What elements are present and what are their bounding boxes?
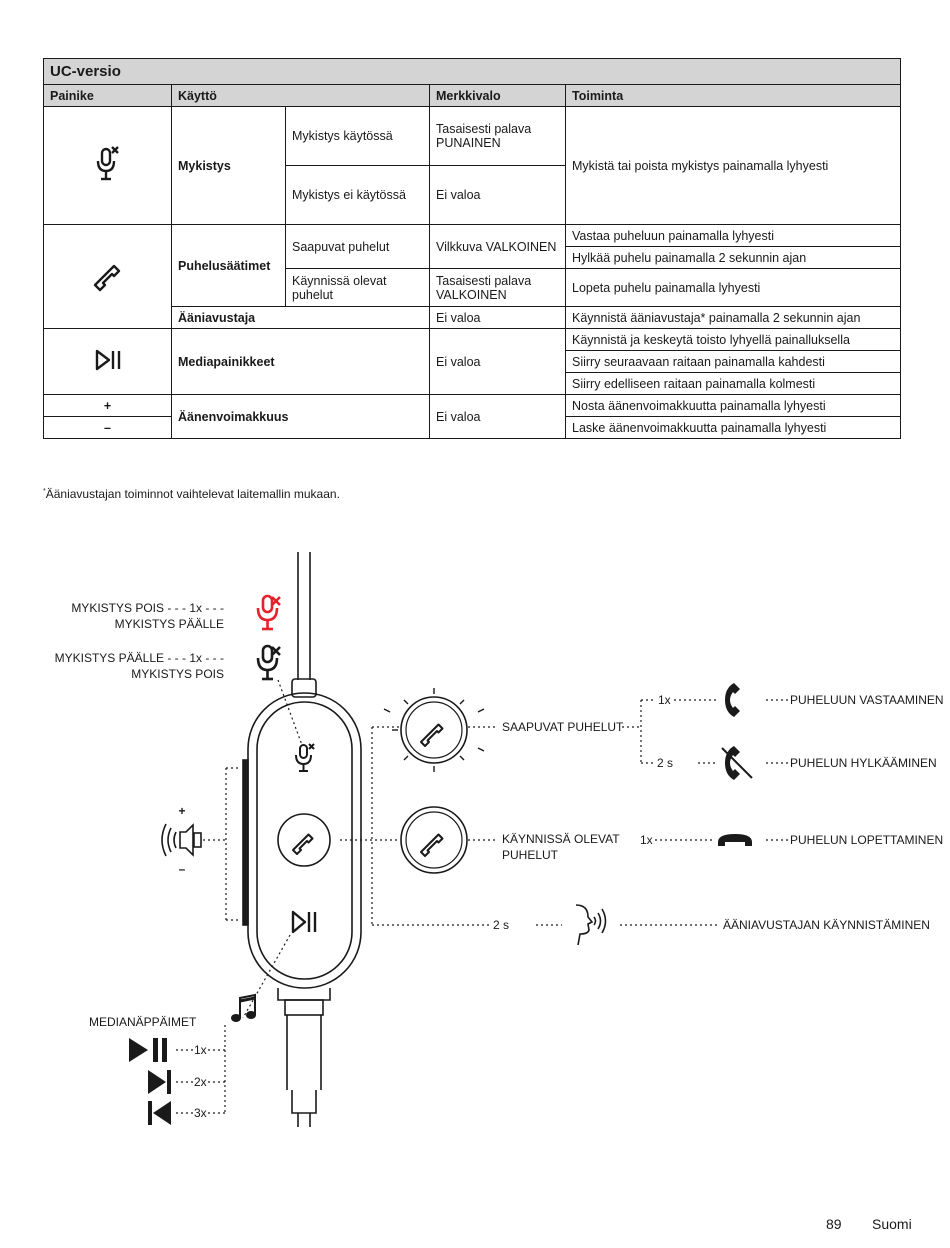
mute-mic-icon — [95, 146, 121, 182]
assistant-label: ÄÄNIAVUSTAJAN KÄYNNISTÄMINEN — [723, 918, 930, 932]
mute-off-label-1: MYKISTYS POIS - - - 1x - - - — [71, 601, 224, 615]
media-icon-cell — [44, 329, 172, 395]
header-button: Painike — [44, 85, 172, 107]
ongoing-label-2: PUHELUT — [502, 848, 559, 862]
call-answer-action: Vastaa puheluun painamalla lyhyesti — [566, 225, 901, 247]
volume-plus: + — [44, 395, 172, 417]
previous-track-icon — [148, 1101, 171, 1125]
volume-name: Äänenvoimakkuus — [172, 395, 430, 439]
header-usage: Käyttö — [172, 85, 430, 107]
voice-assistant-icon — [576, 905, 606, 945]
end-call-icon — [718, 834, 752, 846]
end-label: PUHELUN LOPETTAMINEN — [790, 833, 944, 847]
mute-black-icon — [258, 646, 280, 679]
mute-icon-cell — [44, 107, 172, 225]
table-title: UC-versio — [44, 59, 901, 85]
incoming-label: SAAPUVAT PUHELUT — [502, 720, 624, 734]
footnote — [43, 487, 340, 501]
reject-2s-label: 2 s — [657, 756, 674, 770]
answer-phone-icon — [725, 683, 740, 717]
media-light: Ei valoa — [430, 329, 566, 395]
controller-call-button — [278, 814, 330, 866]
mute-on-light: Tasaisesti palava PUNAINEN — [430, 107, 566, 166]
media-name: Mediapainikkeet — [172, 329, 430, 395]
mute-off-light: Ei valoa — [430, 166, 566, 225]
controller-play-pause-icon — [293, 912, 315, 932]
mute-off-state: Mykistys ei käytössä — [286, 166, 430, 225]
page-language: Suomi — [872, 1216, 912, 1232]
call-icon-cell — [44, 225, 172, 329]
controller-diagram — [0, 540, 950, 1140]
volume-minus: – — [44, 417, 172, 439]
ongoing-label-1: KÄYNNISSÄ OLEVAT — [502, 832, 620, 846]
mute-on-label-2: MYKISTYS POIS — [131, 667, 224, 681]
mute-off-label-2: MYKISTYS PÄÄLLE — [114, 617, 224, 631]
mute-on-label-1: MYKISTYS PÄÄLLE - - - 1x - - - — [54, 651, 224, 665]
phone-icon — [88, 255, 128, 295]
mute-name: Mykistys — [172, 107, 286, 225]
reject-label: PUHELUN HYLKÄÄMINEN — [790, 756, 937, 770]
play-pause-key-icon — [129, 1038, 167, 1062]
next-2x-label: 2x — [194, 1075, 207, 1089]
call-end-action: Lopeta puhelu painamalla lyhyesti — [566, 269, 901, 307]
mute-red-icon — [258, 596, 280, 629]
end-1x-label: 1x — [640, 833, 653, 847]
volume-plus-label: + — [178, 804, 186, 818]
media-next-action: Siirry seuraavaan raitaan painamalla kahdesti — [566, 351, 901, 373]
volume-up-action: Nosta äänenvoimakkuutta painamalla lyhyesti — [566, 395, 901, 417]
cable-top — [292, 552, 316, 697]
call-incoming: Saapuvat puhelut — [286, 225, 430, 269]
call-reject-action: Hylkää puhelu painamalla 2 sekunnin ajan — [566, 247, 901, 269]
header-action: Toiminta — [566, 85, 901, 107]
play-1x-label: 1x — [194, 1043, 207, 1057]
answer-1x-label: 1x — [658, 693, 671, 707]
header-indicator: Merkkivalo — [430, 85, 566, 107]
call-ongoing: Käynnissä olevat puhelut — [286, 269, 430, 307]
media-play-action: Käynnistä ja keskeytä toisto lyhyellä painalluksella — [566, 329, 901, 351]
mute-on-state: Mykistys käytössä — [286, 107, 430, 166]
volume-speaker-icon — [162, 824, 201, 856]
prev-3x-label: 3x — [194, 1106, 207, 1120]
next-track-icon — [148, 1070, 171, 1094]
reject-phone-icon — [722, 746, 752, 780]
uc-version-table — [43, 58, 901, 439]
assistant-action: Käynnistä ääniavustaja* painamalla 2 sekunnin ajan — [566, 307, 901, 329]
volume-minus-label: – — [178, 862, 186, 876]
media-keys-label: MEDIANÄPPÄIMET — [89, 1015, 197, 1029]
controller-mute-icon — [296, 744, 314, 771]
mute-action: Mykistä tai poista mykistys painamalla lyhyesti — [566, 107, 901, 225]
page-number: 89 — [826, 1216, 842, 1232]
assistant-2s-label: 2 s — [493, 918, 510, 932]
volume-down-action: Laske äänenvoimakkuutta painamalla lyhyesti — [566, 417, 901, 439]
assistant-light: Ei valoa — [430, 307, 566, 329]
footnote-text: Ääniavustajan toiminnot vaihtelevat laitemallin mukaan. — [45, 487, 340, 501]
call-ongoing-light: Tasaisesti palava VALKOINEN — [430, 269, 566, 307]
incoming-call-icon — [384, 688, 484, 772]
play-pause-icon — [94, 349, 122, 371]
answer-label: PUHELUUN VASTAAMINEN — [790, 693, 944, 707]
call-incoming-light: Vilkkuva VALKOINEN — [430, 225, 566, 269]
media-prev-action: Siirry edelliseen raitaan painamalla kolmesti — [566, 373, 901, 395]
ongoing-call-icon — [401, 807, 467, 873]
call-name: Puhelusäätimet — [172, 225, 286, 307]
assistant-name: Ääniavustaja — [172, 307, 430, 329]
volume-light: Ei valoa — [430, 395, 566, 439]
footnote-mark: * — [43, 488, 46, 495]
